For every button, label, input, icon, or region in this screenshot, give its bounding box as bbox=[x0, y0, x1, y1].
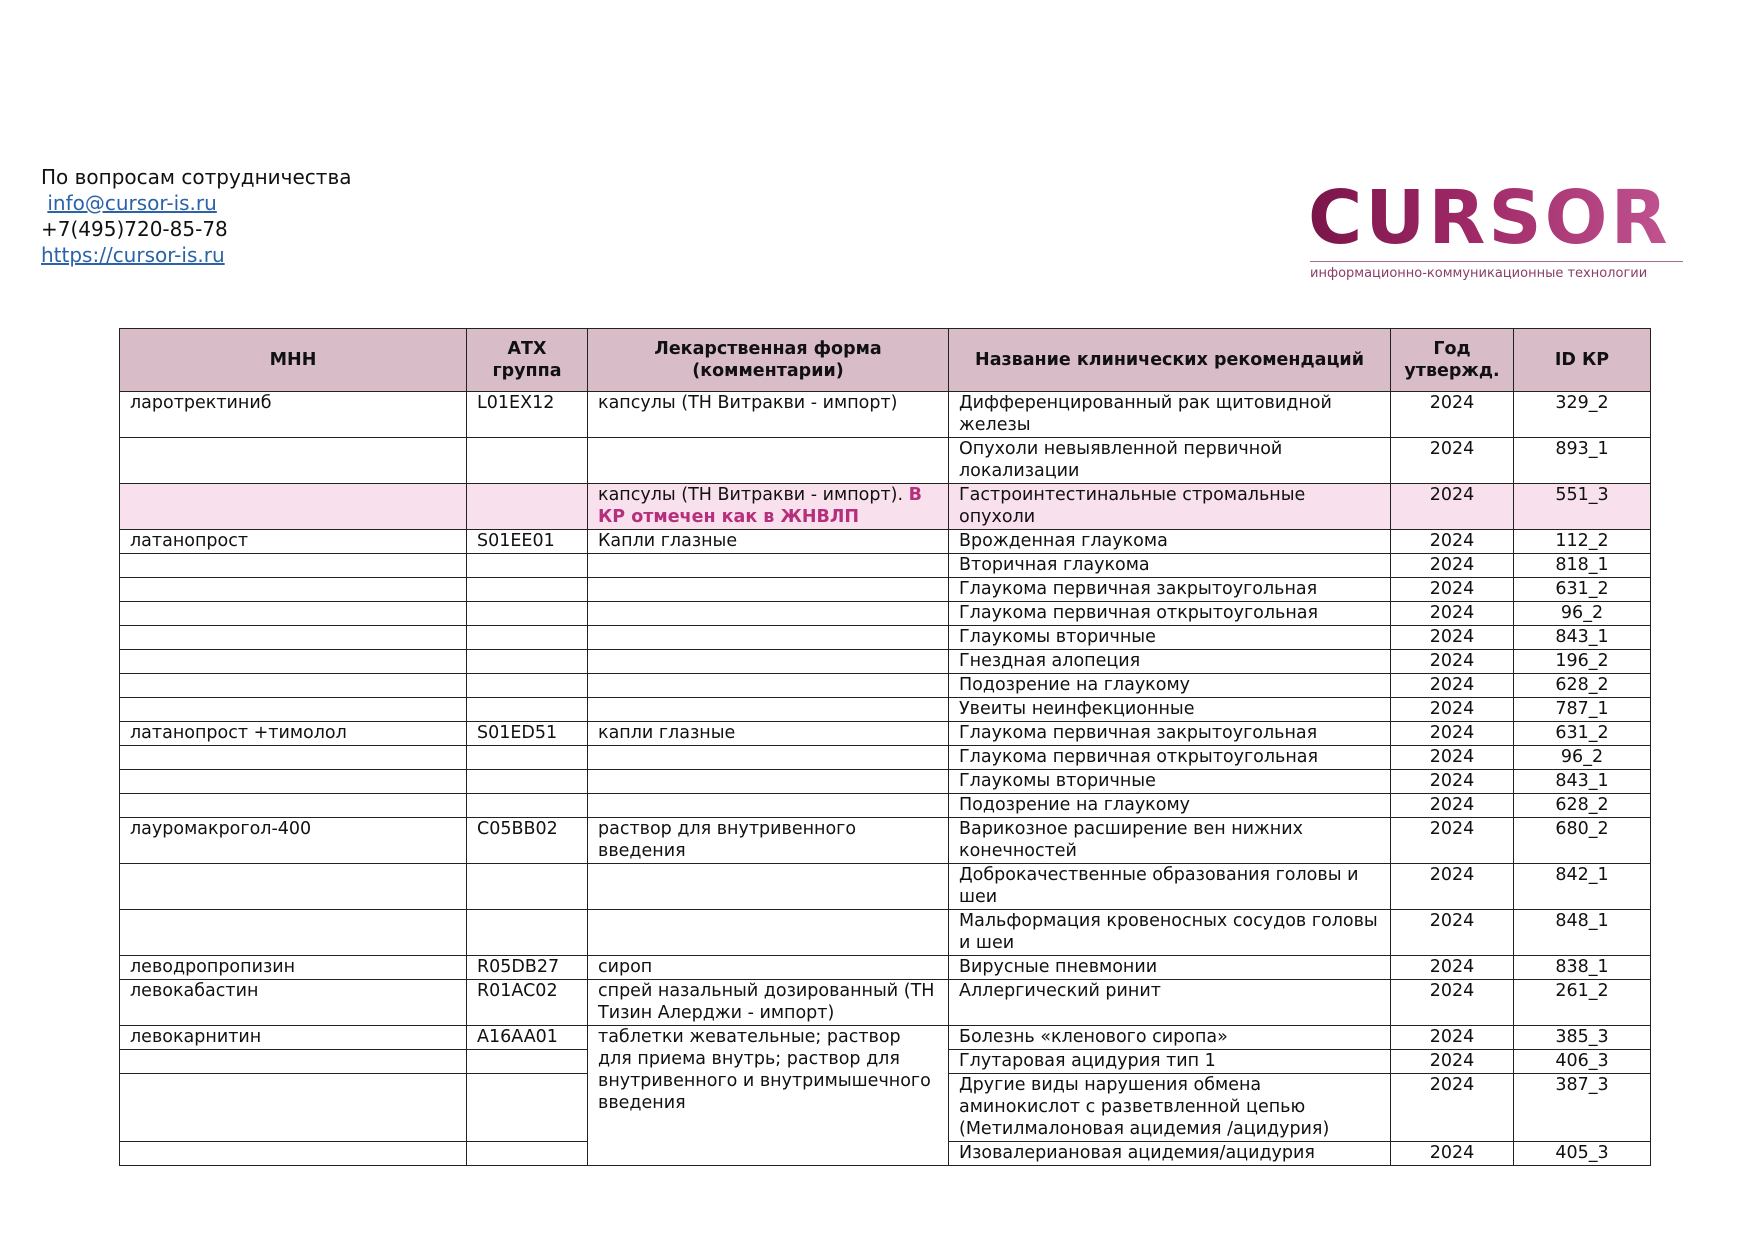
cell-recommendation: Увеиты неинфекционные bbox=[949, 698, 1391, 722]
cell-mnn bbox=[120, 910, 467, 956]
cell-recommendation: Глаукома первичная закрытоугольная bbox=[949, 578, 1391, 602]
cell-form: Капли глазные bbox=[588, 530, 949, 554]
cell-year: 2024 bbox=[1391, 626, 1514, 650]
cell-recommendation: Врожденная глаукома bbox=[949, 530, 1391, 554]
cell-form bbox=[588, 438, 949, 484]
table-row bbox=[120, 626, 1651, 650]
header-form: Лекарственная форма (комментарии) bbox=[588, 329, 949, 392]
cell-mnn bbox=[120, 484, 467, 530]
cell-mnn bbox=[120, 1074, 467, 1142]
cell-atc bbox=[467, 910, 588, 956]
cell-recommendation: Мальформация кровеносных сосудов головы и шеи bbox=[949, 910, 1391, 956]
cell-year: 2024 bbox=[1391, 1050, 1514, 1074]
cursor-logo bbox=[1308, 175, 1683, 288]
table-row bbox=[120, 674, 1651, 698]
header-recommendation: Название клинических рекомендаций bbox=[949, 329, 1391, 392]
cell-id: 628_2 bbox=[1514, 794, 1651, 818]
cell-id: 631_2 bbox=[1514, 722, 1651, 746]
email-link[interactable]: info@cursor-is.ru bbox=[47, 191, 217, 215]
cell-recommendation: Вирусные пневмонии bbox=[949, 956, 1391, 980]
cell-form bbox=[588, 602, 949, 626]
table-row bbox=[120, 956, 1651, 980]
cell-year: 2024 bbox=[1391, 794, 1514, 818]
cell-mnn bbox=[120, 650, 467, 674]
table-row-highlighted bbox=[120, 484, 1651, 530]
cell-id: 406_3 bbox=[1514, 1050, 1651, 1074]
cell-form bbox=[588, 626, 949, 650]
cell-id: 631_2 bbox=[1514, 578, 1651, 602]
cell-mnn bbox=[120, 554, 467, 578]
cell-recommendation: Гнездная алопеция bbox=[949, 650, 1391, 674]
jnvlp-note: В КР отмечен как в ЖНВЛП bbox=[598, 485, 922, 527]
cell-recommendation: Глаукомы вторичные bbox=[949, 626, 1391, 650]
table-row bbox=[120, 554, 1651, 578]
cell-recommendation: Опухоли невыявленной первичной локализации bbox=[949, 438, 1391, 484]
table-row bbox=[120, 722, 1651, 746]
cell-atc: S01EE01 bbox=[467, 530, 588, 554]
cell-mnn bbox=[120, 674, 467, 698]
cell-atc bbox=[467, 864, 588, 910]
cell-mnn: левокарнитин bbox=[120, 1026, 467, 1050]
cell-id: 843_1 bbox=[1514, 626, 1651, 650]
cell-recommendation: Глаукома первичная закрытоугольная bbox=[949, 722, 1391, 746]
cell-atc bbox=[467, 484, 588, 530]
cell-year: 2024 bbox=[1391, 956, 1514, 980]
website-link[interactable]: https://cursor-is.ru bbox=[41, 243, 225, 267]
cell-recommendation: Подозрение на глаукому bbox=[949, 794, 1391, 818]
logo-divider bbox=[1310, 261, 1683, 262]
cell-year: 2024 bbox=[1391, 1026, 1514, 1050]
cell-year: 2024 bbox=[1391, 1142, 1514, 1166]
cell-mnn bbox=[120, 1142, 467, 1166]
cell-year: 2024 bbox=[1391, 1074, 1514, 1142]
cell-year: 2024 bbox=[1391, 530, 1514, 554]
logo-wordmark: CURSOR bbox=[1308, 178, 1683, 258]
cell-form bbox=[588, 554, 949, 578]
cell-atc: A16AA01 bbox=[467, 1026, 588, 1050]
cell-id: 196_2 bbox=[1514, 650, 1651, 674]
drug-recommendations-table bbox=[119, 328, 1651, 1166]
table-row bbox=[120, 578, 1651, 602]
cell-mnn bbox=[120, 578, 467, 602]
cell-atc bbox=[467, 554, 588, 578]
cell-recommendation: Доброкачественные образования головы и шеи bbox=[949, 864, 1391, 910]
cell-form bbox=[588, 910, 949, 956]
cell-atc bbox=[467, 746, 588, 770]
cell-year: 2024 bbox=[1391, 484, 1514, 530]
cell-recommendation: Глаукомы вторичные bbox=[949, 770, 1391, 794]
cell-form: таблетки жевательные; раствор для приема внутрь; раствор для внутривенного и внутримышечного введения bbox=[588, 1026, 949, 1166]
cell-recommendation: Глаукома первичная открытоугольная bbox=[949, 746, 1391, 770]
cell-id: 842_1 bbox=[1514, 864, 1651, 910]
cell-id: 96_2 bbox=[1514, 746, 1651, 770]
cell-atc: C05BB02 bbox=[467, 818, 588, 864]
cell-atc bbox=[467, 438, 588, 484]
cell-form: капли глазные bbox=[588, 722, 949, 746]
cell-id: 843_1 bbox=[1514, 770, 1651, 794]
cell-mnn: латанопрост +тимолол bbox=[120, 722, 467, 746]
cell-year: 2024 bbox=[1391, 770, 1514, 794]
cell-recommendation: Болезнь «кленового сиропа» bbox=[949, 1026, 1391, 1050]
cell-mnn: ларотректиниб bbox=[120, 392, 467, 438]
table-row bbox=[120, 530, 1651, 554]
cell-atc bbox=[467, 650, 588, 674]
cell-mnn bbox=[120, 602, 467, 626]
cell-id: 329_2 bbox=[1514, 392, 1651, 438]
cell-mnn: латанопрост bbox=[120, 530, 467, 554]
cell-form bbox=[588, 794, 949, 818]
cell-atc bbox=[467, 770, 588, 794]
cell-recommendation: Гастроинтестинальные стромальные опухоли bbox=[949, 484, 1391, 530]
cell-form bbox=[588, 698, 949, 722]
cell-form: раствор для внутривенного введения bbox=[588, 818, 949, 864]
cell-form: капсулы (ТН Витракви - импорт) bbox=[588, 392, 949, 438]
cell-year: 2024 bbox=[1391, 674, 1514, 698]
cell-id: 818_1 bbox=[1514, 554, 1651, 578]
cell-atc bbox=[467, 794, 588, 818]
cell-year: 2024 bbox=[1391, 698, 1514, 722]
cell-atc bbox=[467, 578, 588, 602]
cell-recommendation: Глаукома первичная открытоугольная bbox=[949, 602, 1391, 626]
cell-year: 2024 bbox=[1391, 818, 1514, 864]
cell-recommendation: Подозрение на глаукому bbox=[949, 674, 1391, 698]
header-mnn: МНН bbox=[120, 329, 467, 392]
cell-form: сироп bbox=[588, 956, 949, 980]
cell-recommendation: Вторичная глаукома bbox=[949, 554, 1391, 578]
cell-recommendation: Другие виды нарушения обмена аминокислот с разветвленной цепью (Метилмалоновая ацидемия /ацидурия) bbox=[949, 1074, 1391, 1142]
table-row bbox=[120, 864, 1651, 910]
cell-form bbox=[588, 578, 949, 602]
table-header-row bbox=[120, 329, 1651, 392]
form-text: капсулы (ТН Витракви - импорт). bbox=[598, 485, 904, 505]
cell-year: 2024 bbox=[1391, 864, 1514, 910]
cell-recommendation: Варикозное расширение вен нижних конечностей bbox=[949, 818, 1391, 864]
cell-id: 405_3 bbox=[1514, 1142, 1651, 1166]
cell-mnn bbox=[120, 770, 467, 794]
header-atc: АТХ группа bbox=[467, 329, 588, 392]
cell-id: 551_3 bbox=[1514, 484, 1651, 530]
cell-mnn bbox=[120, 794, 467, 818]
cell-atc bbox=[467, 626, 588, 650]
cell-form bbox=[588, 484, 949, 530]
table-row bbox=[120, 438, 1651, 484]
cell-atc bbox=[467, 1050, 588, 1074]
table-row bbox=[120, 602, 1651, 626]
cell-atc bbox=[467, 1074, 588, 1142]
cell-form bbox=[588, 650, 949, 674]
cell-atc bbox=[467, 674, 588, 698]
cell-recommendation: Аллергический ринит bbox=[949, 980, 1391, 1026]
cell-recommendation: Дифференцированный рак щитовидной железы bbox=[949, 392, 1391, 438]
cell-year: 2024 bbox=[1391, 438, 1514, 484]
cell-id: 680_2 bbox=[1514, 818, 1651, 864]
cell-year: 2024 bbox=[1391, 578, 1514, 602]
cell-form bbox=[588, 770, 949, 794]
cell-recommendation: Изовалериановая ацидемия/ацидурия bbox=[949, 1142, 1391, 1166]
table-row bbox=[120, 980, 1651, 1026]
cell-form bbox=[588, 746, 949, 770]
cell-id: 628_2 bbox=[1514, 674, 1651, 698]
cell-mnn bbox=[120, 1050, 467, 1074]
contact-block bbox=[41, 164, 352, 268]
cell-mnn bbox=[120, 698, 467, 722]
cell-id: 848_1 bbox=[1514, 910, 1651, 956]
table-row bbox=[120, 1026, 1651, 1050]
cell-id: 787_1 bbox=[1514, 698, 1651, 722]
table-row bbox=[120, 650, 1651, 674]
cooperation-text: По вопросам сотрудничества bbox=[41, 165, 352, 189]
cell-id: 893_1 bbox=[1514, 438, 1651, 484]
cell-atc bbox=[467, 1142, 588, 1166]
cell-atc bbox=[467, 602, 588, 626]
cell-atc bbox=[467, 698, 588, 722]
cell-id: 387_3 bbox=[1514, 1074, 1651, 1142]
table-row bbox=[120, 794, 1651, 818]
table-row bbox=[120, 698, 1651, 722]
table-row bbox=[120, 392, 1651, 438]
logo-tagline: информационно-коммуникационные технологии bbox=[1310, 266, 1648, 281]
table-row bbox=[120, 818, 1651, 864]
cell-mnn bbox=[120, 626, 467, 650]
header-year: Год утвержд. bbox=[1391, 329, 1514, 392]
cell-year: 2024 bbox=[1391, 554, 1514, 578]
cell-atc: R05DB27 bbox=[467, 956, 588, 980]
header-id: ID КР bbox=[1514, 329, 1651, 392]
cell-year: 2024 bbox=[1391, 722, 1514, 746]
cell-recommendation: Глутаровая ацидурия тип 1 bbox=[949, 1050, 1391, 1074]
cell-mnn: леводропропизин bbox=[120, 956, 467, 980]
cell-year: 2024 bbox=[1391, 650, 1514, 674]
cell-id: 261_2 bbox=[1514, 980, 1651, 1026]
cell-id: 838_1 bbox=[1514, 956, 1651, 980]
table-row bbox=[120, 770, 1651, 794]
cell-year: 2024 bbox=[1391, 746, 1514, 770]
cell-mnn bbox=[120, 746, 467, 770]
cell-id: 385_3 bbox=[1514, 1026, 1651, 1050]
cell-atc: R01AC02 bbox=[467, 980, 588, 1026]
cell-year: 2024 bbox=[1391, 980, 1514, 1026]
cell-id: 112_2 bbox=[1514, 530, 1651, 554]
cell-year: 2024 bbox=[1391, 602, 1514, 626]
cell-form: спрей назальный дозированный (ТН Тизин Алерджи - импорт) bbox=[588, 980, 949, 1026]
cell-mnn bbox=[120, 438, 467, 484]
cell-year: 2024 bbox=[1391, 910, 1514, 956]
table-row bbox=[120, 746, 1651, 770]
cell-year: 2024 bbox=[1391, 392, 1514, 438]
cell-id: 96_2 bbox=[1514, 602, 1651, 626]
cell-mnn: левокабастин bbox=[120, 980, 467, 1026]
phone-number: +7(495)720-85-78 bbox=[41, 217, 228, 241]
cell-mnn: лауромакрогол-400 bbox=[120, 818, 467, 864]
cell-mnn bbox=[120, 864, 467, 910]
table-row bbox=[120, 910, 1651, 956]
cell-form bbox=[588, 674, 949, 698]
cell-atc: L01EX12 bbox=[467, 392, 588, 438]
cell-atc: S01ED51 bbox=[467, 722, 588, 746]
cell-form bbox=[588, 864, 949, 910]
